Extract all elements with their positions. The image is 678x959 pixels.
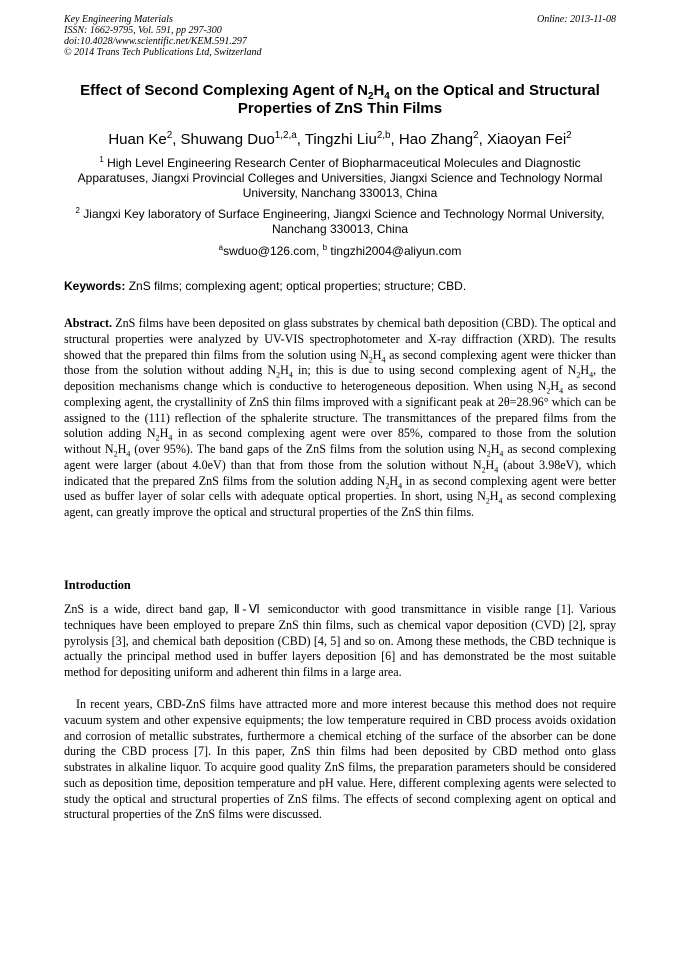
affiliation-2: $^2$ Jiangxi Key laboratory of Surface Engineering, Jiangxi Science and Technology Normal University, Nanchang 330013, China — [75, 206, 605, 236]
email-a: swduo@126.com — [223, 244, 316, 258]
keywords-text: ZnS films; complexing agent; optical properties; structure; CBD. — [125, 279, 467, 293]
contact-emails: $^a$swduo@126.com, $^b$ tingzhi2004@aliyun.com — [218, 243, 462, 258]
paper-title: Effect of Second Complexing Agent of $N_2H_4$ on the Optical and Structural Properties of ZnS Thin Films — [80, 82, 600, 117]
author: Huan Ke$^2$, — [108, 130, 181, 148]
copyright-line: © 2014 Trans Tech Publications Ltd, Switzerland — [64, 47, 262, 58]
author-list — [64, 131, 616, 149]
journal-name: Key Engineering Materials — [64, 14, 173, 25]
online-date: Online: 2013-11-08 — [537, 14, 616, 25]
abstract: Abstract. ZnS films have been deposited on glass substrates by chemical bath deposition (CBD). The optical and structural properties were analyzed by UV-VIS spectrophotometer and X-ray diffraction (XRD). The results showed that the prepared thin films from the solution using $N_2H_4$ as second complexing agent were thicker than those from the solution without adding $N_2H_4$ in; this is due to using second complexing agent of $N_2H_4$, the deposition mechanisms change which is conductive to heterogeneous deposition. When using $N_2H_4$ as second complexing agent, the crystallinity of ZnS thin films improved with a significant peak at 2θ=28.96° which can be assigned to the (111) reflection of the sphalerite structure. The transmittances of the prepared films from the solution adding $N_2H_4$ in as second complexing agent were over 85%, compared to those from the solution without $N_2H_4$ (over 95%). The band gaps of the ZnS films from the solution using $N_2H_4$ as second complexing agent were larger (about 4.0eV) than that from those from the solution without $N_2H_4$ (about 3.98eV), which indicated that the prepared ZnS films from the solution adding $N_2H_4$ in as second complexing agent were better used as buffer layer of solar cells with adequate optical properties. In short, using $N_2H_4$ as second complexing agent, can greatly improve the optical and structural properties of the ZnS thin films. — [64, 316, 617, 519]
section-heading-introduction: Introduction — [64, 578, 131, 592]
keywords-label: Keywords: — [64, 279, 126, 293]
introduction-paragraph-1: ZnS is a wide, direct band gap, Ⅱ-Ⅵ semiconductor with good transmittance in visible range [1]. Various techniques have been employed to prepare ZnS thin films, such as chemical vapor deposition (CVD) [2], spray pyrolysis [3], and chemical bath deposition (CBD) [4, 5] and so on. Among these methods, the CBD technique is actually the principal method used in buffer layers deposition [6] and has demonstrated be the most suitable method for depositing uniform and adherent thin films in a large area. — [64, 602, 616, 679]
affiliation-1: $^1$ High Level Engineering Research Center of Biopharmaceutical Molecules and Diagnostic Apparatuses, Jiangxi Provincial Colleges and Universities, Jiangxi Science and Technology Normal University, Nanchang 330013, China — [77, 155, 603, 200]
author: Hao Zhang$^2$, — [398, 130, 487, 148]
introduction-paragraph-2: In recent years, CBD-ZnS films have attracted more and more interest because this method does not require vacuum system and other expensive equipments; the low temperature required in CBD process avoids oxidation and corrosion of metallic substrates, furthermore a chemical etching of the surface of the absorber can be done during the CBD process [7]. In this paper, ZnS thin films had been deposited by CBD method onto glass substrates in alkaline liquor. To acquire good quality ZnS films, the preparation parameters should be considered such as deposition time, deposition temperature and pH value. Here, different complexing agents were selected to study the optical and structural properties of ZnS films. The effects of second complexing agent on optical and structural properties of the ZnS films were discussed. — [64, 697, 616, 822]
publication-header — [64, 14, 616, 58]
author: Xiaoyan Fei$^2$ — [486, 130, 572, 148]
abstract-label: Abstract. — [64, 316, 113, 330]
author: Tingzhi Liu$^{2,b}$, — [304, 130, 399, 148]
email-b: tingzhi2004@aliyun.com — [327, 244, 462, 258]
issn-line: ISSN: 1662-9795, Vol. 591, pp 297-300 — [64, 25, 222, 36]
doi-line: doi:10.4028/www.scientific.net/KEM.591.297 — [64, 36, 247, 47]
keywords — [64, 279, 616, 294]
author: Shuwang Duo$^{1,2,a}$, — [180, 130, 305, 148]
